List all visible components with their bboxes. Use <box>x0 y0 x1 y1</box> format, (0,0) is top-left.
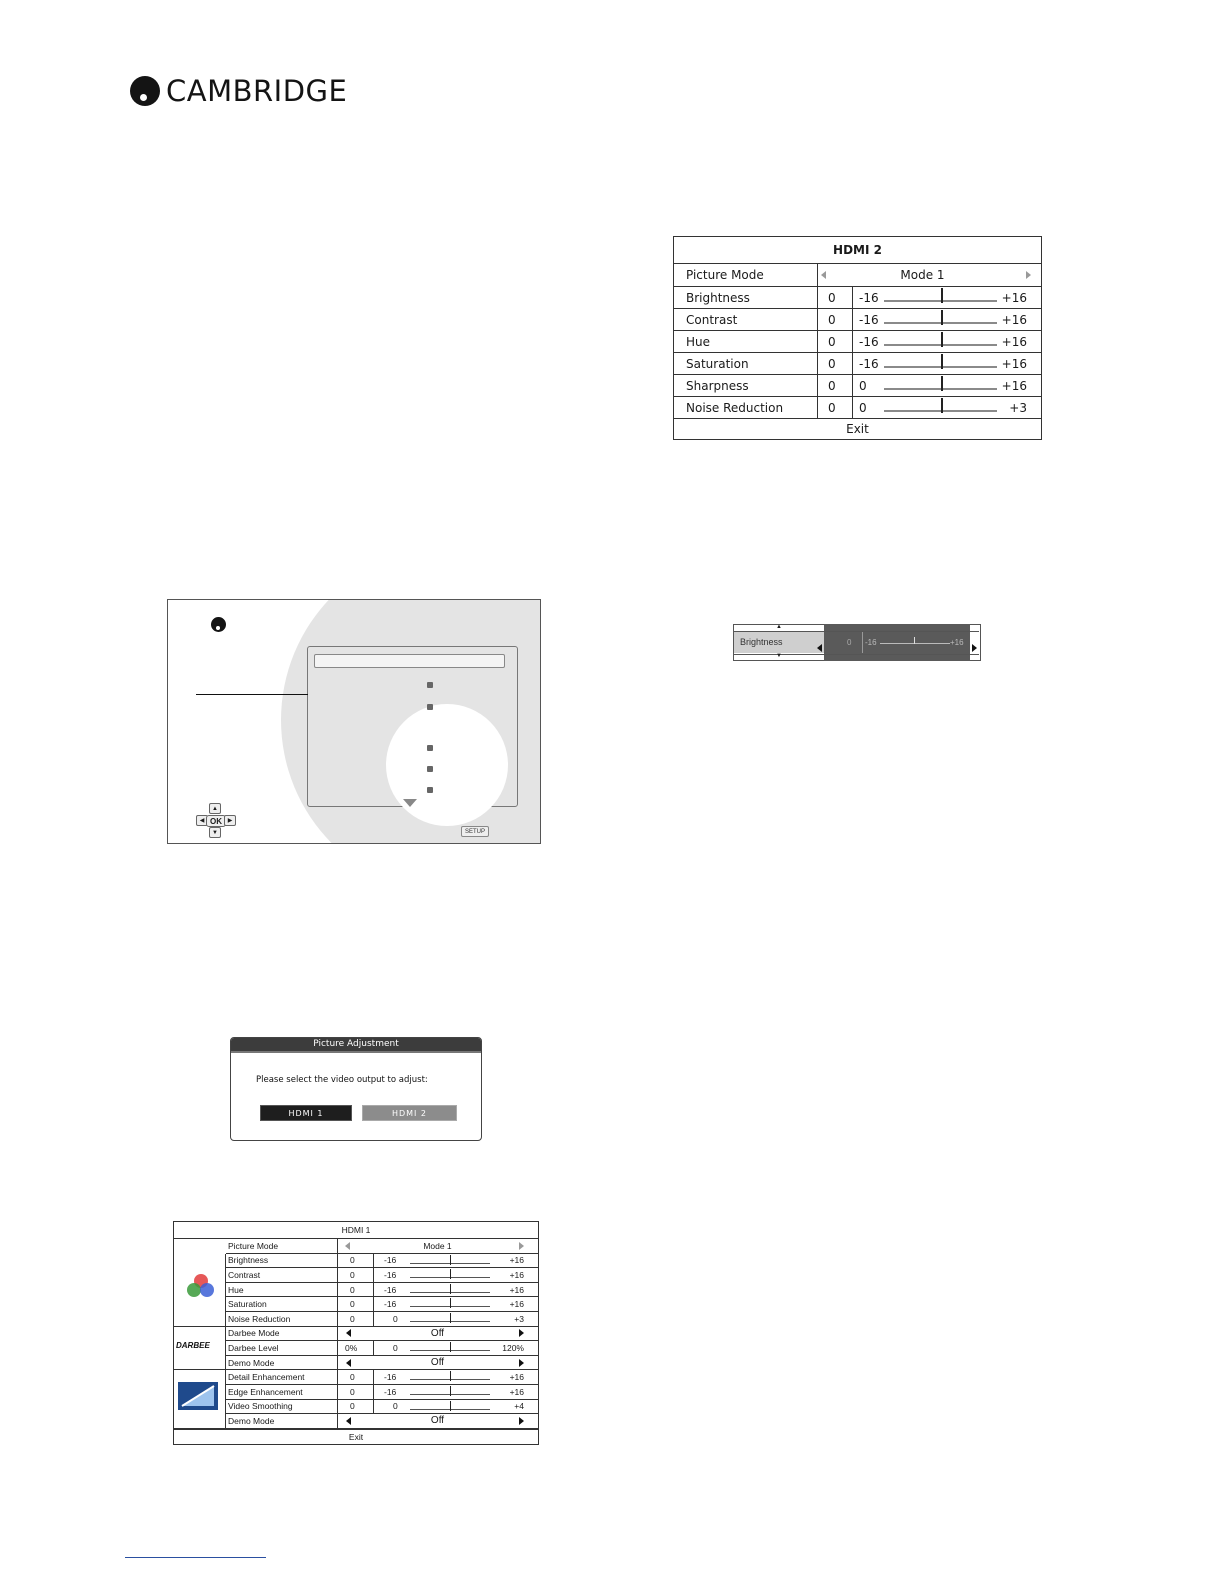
setting-value: 0 <box>350 1386 355 1397</box>
setting-value: 0 <box>350 1372 355 1383</box>
column-divider <box>337 1239 338 1253</box>
setting-row[interactable] <box>226 1327 538 1342</box>
dpad-icon <box>196 803 236 839</box>
column-divider <box>373 1297 374 1311</box>
exit-row[interactable] <box>174 1429 538 1445</box>
slider-min: -16 <box>384 1255 397 1266</box>
setting-row[interactable] <box>226 1268 538 1283</box>
left-key-icon: ◀ <box>196 815 208 826</box>
slider-knob[interactable] <box>941 288 943 303</box>
brand-logo-icon <box>211 617 226 632</box>
exit-button[interactable]: Exit <box>348 1432 364 1443</box>
left-arrow-icon[interactable] <box>346 1414 351 1428</box>
darbee-group-cell <box>174 1327 226 1371</box>
slider-min: -16 <box>859 334 879 349</box>
setting-row[interactable] <box>226 1297 538 1312</box>
column-divider <box>337 1268 338 1282</box>
slider-min: 0 <box>393 1401 398 1412</box>
setting-value: 0 <box>350 1255 355 1266</box>
slider-min: -16 <box>384 1299 397 1310</box>
column-divider <box>337 1414 338 1428</box>
slider-knob[interactable] <box>941 376 943 391</box>
option-value: Off <box>430 1415 445 1427</box>
slider-max: +16 <box>509 1386 524 1397</box>
picture-mode-row[interactable] <box>226 1239 538 1254</box>
brightness-quick-bar[interactable] <box>733 624 981 661</box>
column-divider <box>337 1356 338 1370</box>
setting-label: Hue <box>228 1284 244 1295</box>
slider-min: 0 <box>859 378 867 393</box>
column-divider <box>817 309 818 330</box>
menu-bullet-icon <box>427 787 433 793</box>
column-divider <box>373 1268 374 1282</box>
setup-key: SETUP <box>461 826 489 837</box>
hdmi2-title-row <box>674 237 1041 264</box>
menu-bullet-icon <box>427 682 433 688</box>
slider-knob[interactable] <box>941 354 943 369</box>
slider-max: +16 <box>509 1255 524 1266</box>
hdmi1-button[interactable]: HDMI 1 <box>260 1105 352 1121</box>
setting-row[interactable] <box>226 1341 538 1356</box>
right-arrow-icon[interactable] <box>519 1356 524 1370</box>
setting-value: 0 <box>350 1269 355 1280</box>
up-arrow-icon[interactable]: ▲ <box>776 624 782 630</box>
setting-value: 0 <box>828 290 836 305</box>
setting-label: Contrast <box>228 1269 261 1280</box>
picture-mode-value: Mode 1 <box>423 1240 452 1251</box>
slider-knob[interactable] <box>941 332 943 347</box>
setting-label: Contrast <box>686 312 738 327</box>
slider-max: +16 <box>509 1269 524 1280</box>
slider-min: -16 <box>384 1386 397 1397</box>
left-arrow-icon[interactable] <box>346 1327 351 1341</box>
table-title: HDMI 1 <box>341 1225 371 1235</box>
down-key-icon: ▼ <box>209 827 221 838</box>
slider-max: +16 <box>509 1372 524 1383</box>
setting-label: Hue <box>686 334 711 349</box>
left-arrow-icon[interactable] <box>346 1356 351 1370</box>
setting-value: 0 <box>828 378 836 393</box>
slider-knob[interactable] <box>450 1401 451 1411</box>
right-arrow-icon[interactable] <box>972 639 977 657</box>
setting-value: 0 <box>828 356 836 371</box>
column-divider <box>373 1312 374 1326</box>
slider-knob[interactable] <box>450 1255 451 1265</box>
setting-value: 0% <box>345 1342 358 1353</box>
column-divider <box>373 1283 374 1297</box>
right-arrow-icon[interactable] <box>519 1414 524 1428</box>
setting-value: 0 <box>350 1313 355 1324</box>
setting-row[interactable] <box>226 1254 538 1269</box>
hdmi1-title-row <box>174 1222 538 1239</box>
slider-max: +16 <box>1001 290 1027 305</box>
column-divider <box>373 1341 374 1355</box>
setting-row[interactable] <box>226 1385 538 1400</box>
slider-knob[interactable] <box>450 1313 451 1323</box>
picture-mode-label: Picture Mode <box>686 267 764 282</box>
brightness-slider-knob[interactable] <box>914 637 915 644</box>
option-value: Off <box>430 1327 445 1339</box>
brand-logo-icon <box>130 76 160 106</box>
rgb-color-icon <box>187 1274 215 1302</box>
menu-highlight-bar[interactable] <box>314 654 505 668</box>
setting-row[interactable] <box>674 353 1041 375</box>
column-divider <box>817 287 818 308</box>
darbee-logo: DARBEE <box>176 1340 210 1350</box>
highlight-circle-small <box>386 704 508 826</box>
setting-label: Detail Enhancement <box>228 1372 305 1383</box>
slider-knob[interactable] <box>450 1386 451 1396</box>
dialog-prompt: Please select the video output to adjust: <box>256 1075 428 1085</box>
column-divider <box>852 309 853 330</box>
color-group-cell <box>174 1254 226 1327</box>
exit-row[interactable] <box>674 419 1041 439</box>
column-divider <box>817 353 818 374</box>
column-divider <box>852 331 853 352</box>
setup-menu-illustration <box>167 599 541 844</box>
vrs-group-cell <box>174 1370 226 1428</box>
column-divider <box>852 397 853 418</box>
setting-label: Darbee Level <box>228 1342 279 1353</box>
slider-max: +16 <box>1001 312 1027 327</box>
left-arrow-icon[interactable] <box>345 1239 350 1253</box>
setting-value: 0 <box>350 1284 355 1295</box>
brightness-label: Brightness <box>740 637 783 647</box>
slider-knob[interactable] <box>450 1342 451 1352</box>
dialog-title: Picture Adjustment <box>231 1038 481 1053</box>
slider-min: -16 <box>859 312 879 327</box>
slider-max: +16 <box>1001 378 1027 393</box>
menu-bullet-icon <box>427 745 433 751</box>
setting-value: 0 <box>350 1299 355 1310</box>
setting-row[interactable] <box>226 1370 538 1385</box>
brightness-slider-track[interactable] <box>880 643 950 644</box>
setting-label: Sharpness <box>686 378 749 393</box>
setting-row[interactable] <box>674 309 1041 331</box>
column-divider <box>337 1312 338 1326</box>
column-divider <box>373 1370 374 1384</box>
setting-label: Edge Enhancement <box>228 1386 303 1397</box>
setting-label: Noise Reduction <box>228 1313 291 1324</box>
scroll-down-icon[interactable] <box>403 799 417 807</box>
slider-knob[interactable] <box>450 1298 451 1308</box>
column-divider <box>337 1327 338 1341</box>
setting-label: Saturation <box>686 356 749 371</box>
column-divider <box>373 1385 374 1399</box>
slider-min: 0 <box>859 400 867 415</box>
hdmi2-picture-table <box>673 236 1042 440</box>
table-title: HDMI 2 <box>833 243 882 257</box>
slider-max: +16 <box>509 1299 524 1310</box>
setting-row[interactable] <box>226 1312 538 1327</box>
setting-row[interactable] <box>674 331 1041 353</box>
column-divider <box>337 1341 338 1355</box>
setting-label: Saturation <box>228 1299 267 1310</box>
up-key-icon: ▲ <box>209 803 221 814</box>
slider-min: -16 <box>859 356 879 371</box>
slider-min: -16 <box>384 1284 397 1295</box>
down-arrow-icon[interactable]: ▼ <box>776 653 782 659</box>
picture-mode-row[interactable] <box>674 263 1041 287</box>
setting-label: Brightness <box>686 290 750 305</box>
setting-label: Brightness <box>228 1255 269 1266</box>
setting-value: 0 <box>828 400 836 415</box>
column-divider <box>373 1400 374 1414</box>
slider-max: 120% <box>502 1342 524 1353</box>
slider-knob[interactable] <box>450 1284 451 1294</box>
brightness-value: 0 <box>847 638 852 647</box>
column-divider <box>817 263 818 286</box>
setting-row[interactable] <box>226 1356 538 1371</box>
slider-knob[interactable] <box>450 1371 451 1381</box>
slider-min: 0 <box>393 1342 398 1353</box>
slider-max: +4 <box>514 1401 524 1412</box>
brightness-min: -16 <box>865 638 877 647</box>
slider-min: -16 <box>384 1269 397 1280</box>
slider-min: -16 <box>384 1372 397 1383</box>
setting-value: 0 <box>828 312 836 327</box>
right-arrow-icon[interactable] <box>519 1327 524 1341</box>
callout-line <box>196 694 308 695</box>
hdmi2-button[interactable]: HDMI 2 <box>362 1105 457 1121</box>
column-divider <box>337 1370 338 1384</box>
column-divider <box>337 1297 338 1311</box>
picture-mode-label: Picture Mode <box>228 1240 279 1251</box>
left-arrow-icon[interactable] <box>817 639 822 657</box>
setting-row[interactable] <box>226 1400 538 1415</box>
slider-max: +16 <box>509 1284 524 1295</box>
column-divider <box>337 1254 338 1268</box>
setting-label: Noise Reduction <box>686 400 784 415</box>
setting-value: 0 <box>828 334 836 349</box>
right-arrow-icon[interactable] <box>519 1239 524 1253</box>
setting-value: 0 <box>350 1401 355 1412</box>
footer-link-underline <box>125 1557 266 1558</box>
option-value: Off <box>430 1357 445 1369</box>
column-divider <box>337 1283 338 1297</box>
setting-row[interactable] <box>674 287 1041 309</box>
column-divider <box>817 331 818 352</box>
hdmi1-picture-table <box>173 1221 539 1445</box>
setting-row[interactable] <box>226 1414 538 1429</box>
video-processing-logo-icon <box>178 1382 218 1410</box>
slider-min: -16 <box>859 290 879 305</box>
brightness-max: +16 <box>950 638 964 647</box>
slider-max: +16 <box>1001 334 1027 349</box>
slider-knob[interactable] <box>941 398 943 413</box>
right-key-icon: ▶ <box>224 815 236 826</box>
slider-max: +3 <box>514 1313 524 1324</box>
setting-row[interactable] <box>226 1283 538 1298</box>
brand-name: CAMBRIDGE <box>166 74 348 108</box>
setting-row[interactable] <box>674 397 1041 419</box>
column-divider <box>817 375 818 396</box>
slider-max: +16 <box>1001 356 1027 371</box>
column-divider <box>852 375 853 396</box>
exit-button[interactable]: Exit <box>846 422 869 436</box>
setting-row[interactable] <box>674 375 1041 397</box>
slider-knob[interactable] <box>941 310 943 325</box>
setting-label: Video Smoothing <box>228 1401 293 1412</box>
column-divider <box>337 1400 338 1414</box>
column-divider <box>337 1385 338 1399</box>
slider-knob[interactable] <box>450 1269 451 1279</box>
column-divider <box>817 397 818 418</box>
slider-max: +3 <box>1009 400 1027 415</box>
ok-key: OK <box>206 815 226 827</box>
column-divider <box>852 353 853 374</box>
setting-label: Demo Mode <box>228 1357 275 1368</box>
menu-bullet-icon <box>427 766 433 772</box>
setting-label: Demo Mode <box>228 1415 275 1426</box>
column-divider <box>852 287 853 308</box>
column-divider <box>373 1254 374 1268</box>
menu-bullet-icon <box>427 704 433 710</box>
setting-label: Darbee Mode <box>228 1328 280 1339</box>
slider-min: 0 <box>393 1313 398 1324</box>
picture-mode-value: Mode 1 <box>900 267 945 282</box>
picture-adjustment-dialog <box>230 1037 482 1141</box>
right-arrow-icon[interactable] <box>1026 263 1031 286</box>
